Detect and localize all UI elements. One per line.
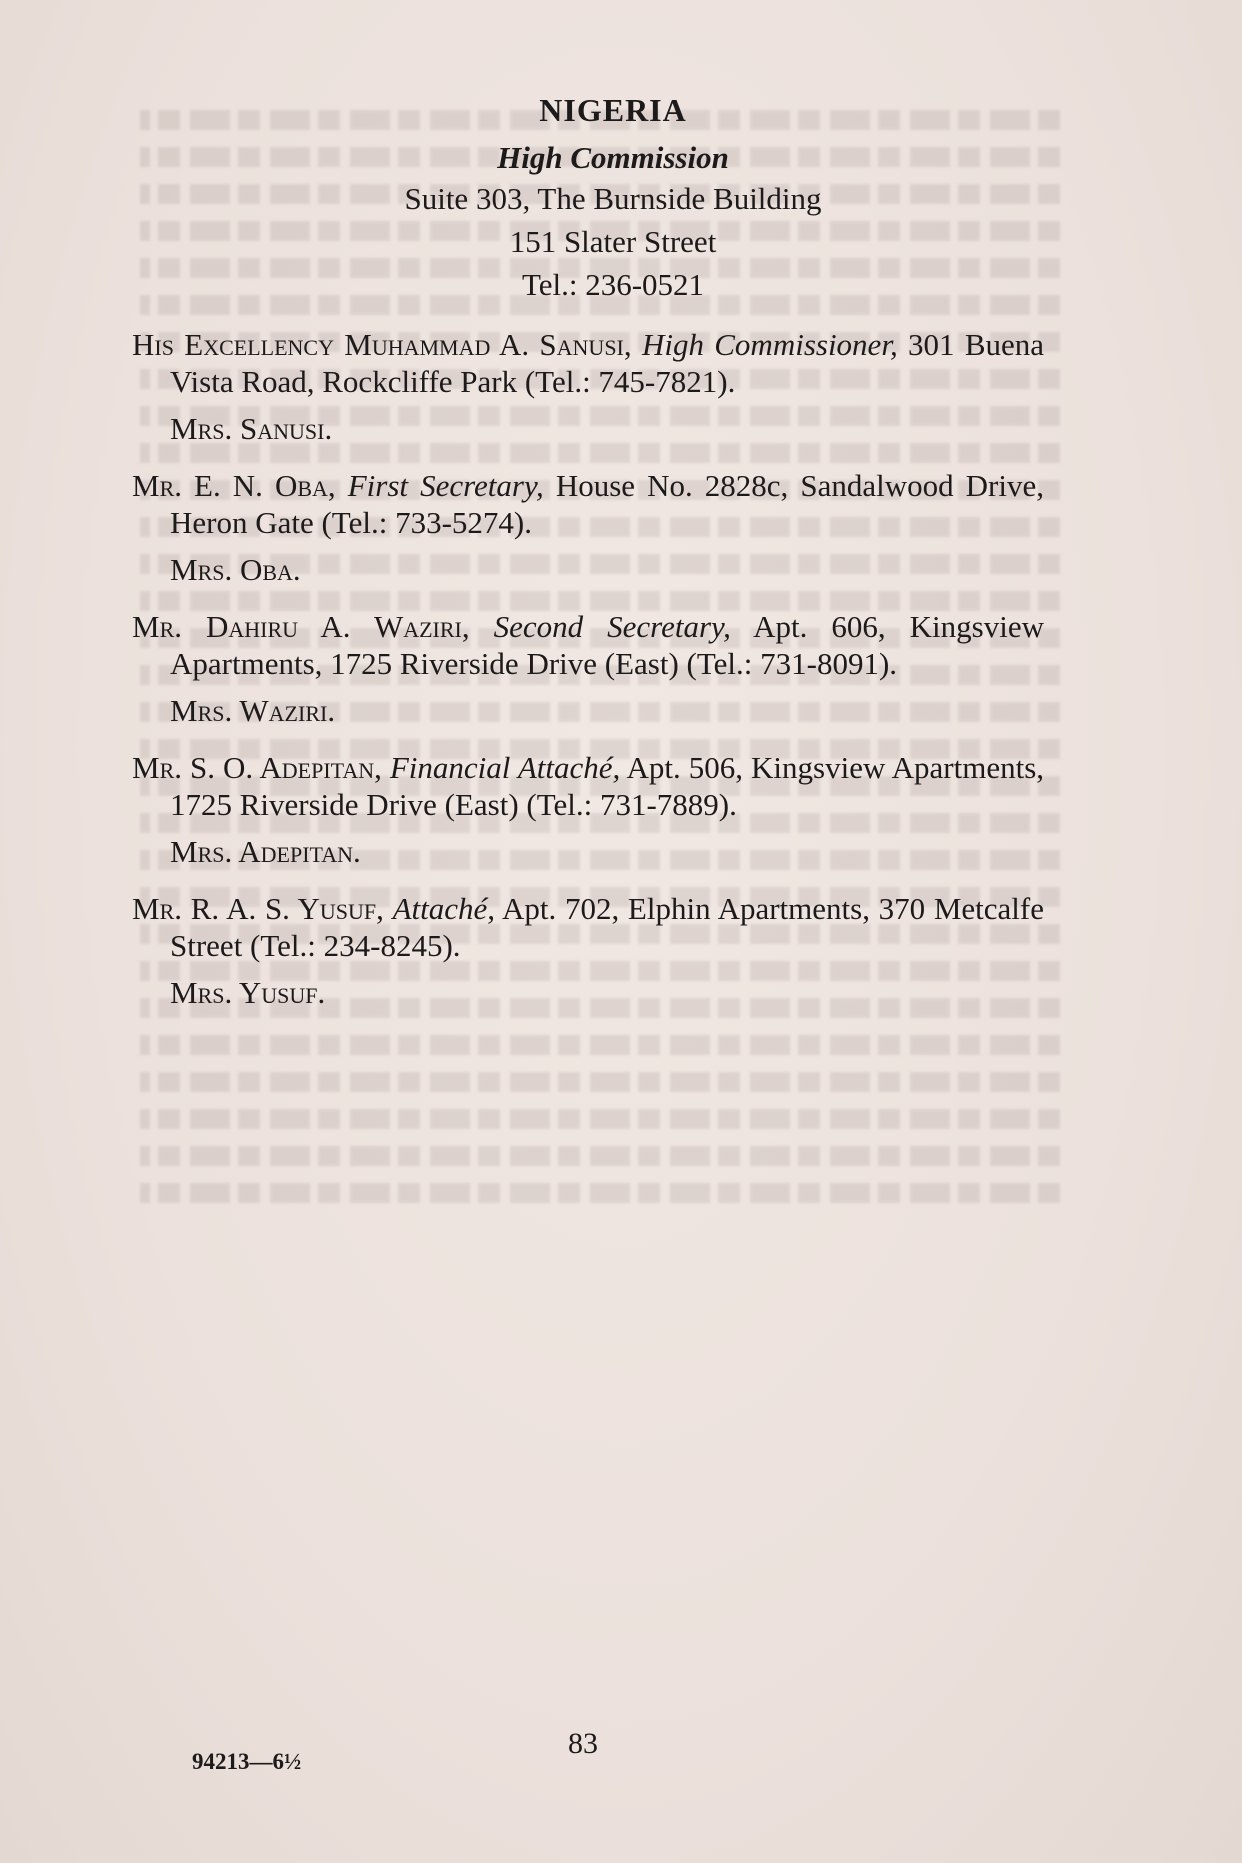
staff-spouse: Mrs. Waziri. [170,693,336,728]
office-telephone: Tel.: 236-0521 [521,267,705,302]
page-footer [192,1727,1052,1787]
staff-title: Second Secretary, [493,609,731,644]
staff-spouse: Mrs. Yusuf. [170,975,326,1010]
office-address-line2: 151 Slater Street [509,224,717,259]
country-heading: NIGERIA [539,92,687,128]
page-number: 83 [568,1727,598,1760]
staff-title: First Secretary, [347,468,544,503]
print-code: 94213—6½ [192,1749,302,1774]
staff-person [132,608,1044,682]
directory-section [132,92,1044,1011]
staff-title: Attaché, [392,891,496,926]
staff-details: Apt. 506, Kingsview Apartments, 1725 Riverside Drive (East) (Tel.: 731-7889). [170,750,1045,822]
staff-name: Mr. Dahiru A. Waziri, [132,609,470,644]
staff-spouse: Mrs. Sanusi. [170,411,333,446]
staff-entry [132,326,1044,447]
office-type: High Commission [497,140,729,175]
staff-title: Financial Attaché, [389,750,621,785]
staff-entry [132,749,1044,870]
staff-spouse: Mrs. Adepitan. [170,834,361,869]
staff-name: Mr. R. A. S. Yusuf, [132,891,384,926]
staff-details: Apt. 702, Elphin Apartments, 370 Metcalfe Street (Tel.: 234-8245). [170,891,1044,963]
staff-details: 301 Buena Vista Road, Rockcliffe Park (Tel.: 745-7821). [170,327,1045,399]
staff-entry [132,467,1044,588]
office-address-line1: Suite 303, The Burnside Building [404,181,822,216]
staff-person [132,326,1044,400]
staff-name: Mr. S. O. Adepitan, [132,750,382,785]
staff-person [132,467,1044,541]
staff-person [132,890,1044,964]
staff-name: Mr. E. N. Oba, [132,468,336,503]
staff-entry [132,890,1044,1011]
staff-details: Apt. 606, Kingsview Apartments, 1725 Riverside Drive (East) (Tel.: 731-8091). [170,609,1044,681]
staff-name: His Excellency Muhammad A. Sanusi, [132,327,632,362]
staff-person [132,749,1044,823]
staff-entry [132,608,1044,729]
staff-spouse: Mrs. Oba. [170,552,301,587]
staff-title: High Commissioner, [641,327,898,362]
staff-details: House No. 2828c, Sandalwood Drive, Heron Gate (Tel.: 733-5274). [170,468,1045,540]
